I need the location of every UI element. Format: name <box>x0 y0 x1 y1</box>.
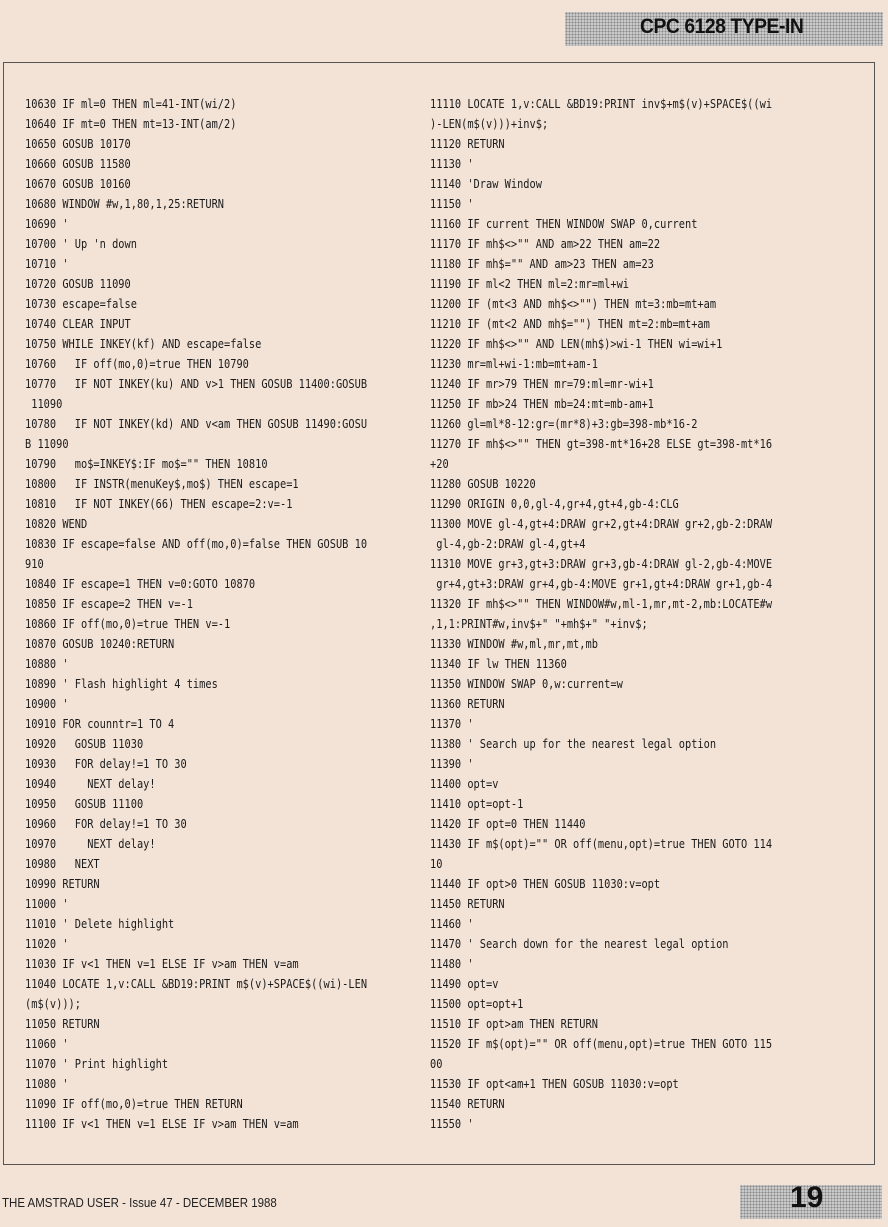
code-line: 10860 IF off(mo,0)=true THEN v=-1 <box>25 617 231 631</box>
code-line: 10680 WINDOW #w,1,80,1,25:RETURN <box>25 197 225 211</box>
code-line: 10750 WHILE INKEY(kf) AND escape=false <box>25 337 262 351</box>
code-line: 910 <box>25 557 44 571</box>
code-line: 11360 RETURN <box>430 697 505 711</box>
code-line: (m$(v))); <box>25 997 81 1011</box>
code-line: 11490 opt=v <box>430 977 499 991</box>
code-line: 10740 CLEAR INPUT <box>25 317 131 331</box>
code-line: 11380 ' Search up for the nearest legal option <box>430 737 717 751</box>
code-line: 11010 ' Delete highlight <box>25 917 175 931</box>
code-line: ,1,1:PRINT#w,inv$+" "+mh$+" "+inv$; <box>430 617 648 631</box>
code-line: 11430 IF m$(opt)="" OR off(menu,opt)=true THEN GOTO 114 <box>430 837 773 851</box>
code-line: 10720 GOSUB 11090 <box>25 277 131 291</box>
code-line: 10630 IF ml=0 THEN ml=41-INT(wi/2) <box>25 97 237 111</box>
code-line: 11220 IF mh$<>"" AND LEN(mh$)>wi-1 THEN wi=wi+1 <box>430 337 723 351</box>
code-line: 11060 ' <box>25 1037 69 1051</box>
code-line: 10690 ' <box>25 217 69 231</box>
code-line: B 11090 <box>25 437 69 451</box>
code-line: 10670 GOSUB 10160 <box>25 177 131 191</box>
code-line: 10760 IF off(mo,0)=true THEN 10790 <box>25 357 249 371</box>
code-line: 11080 ' <box>25 1077 69 1091</box>
code-line: 11320 IF mh$<>"" THEN WINDOW#w,ml-1,mr,mt-2,mb:LOCATE#w <box>430 597 773 611</box>
code-column-right <box>430 94 772 1134</box>
code-line: 11420 IF opt=0 THEN 11440 <box>430 817 586 831</box>
page-title: CPC 6128 TYPE-IN <box>640 15 804 38</box>
code-line: 11150 ' <box>430 197 474 211</box>
code-line: 11200 IF (mt<3 AND mh$<>"") THEN mt=3:mb=mt+am <box>430 297 717 311</box>
code-line: 11110 LOCATE 1,v:CALL &BD19:PRINT inv$+m$(v)+SPACE$((wi <box>430 97 773 111</box>
code-line: gr+4,gt+3:DRAW gr+4,gb-4:MOVE gr+1,gt+4:DRAW gr+1,gb-4 <box>430 577 773 591</box>
code-line: 11540 RETURN <box>430 1097 505 1111</box>
code-line: )-LEN(m$(v)))+inv$; <box>430 117 549 131</box>
code-line: 10700 ' Up 'n down <box>25 237 137 251</box>
code-line: 10780 IF NOT INKEY(kd) AND v<am THEN GOSUB 11490:GOSU <box>25 417 368 431</box>
code-line: 11130 ' <box>430 157 474 171</box>
code-line: 10880 ' <box>25 657 69 671</box>
code-line: 11370 ' <box>430 717 474 731</box>
code-line: 10840 IF escape=1 THEN v=0:GOTO 10870 <box>25 577 256 591</box>
code-line: 11480 ' <box>430 957 474 971</box>
code-line: 10850 IF escape=2 THEN v=-1 <box>25 597 193 611</box>
code-line: 10960 FOR delay!=1 TO 30 <box>25 817 187 831</box>
code-line: 10 <box>430 857 443 871</box>
code-line: 10970 NEXT delay! <box>25 837 156 851</box>
code-line: 11020 ' <box>25 937 69 951</box>
code-line: 10710 ' <box>25 257 69 271</box>
code-line: 10910 FOR counntr=1 TO 4 <box>25 717 175 731</box>
code-line: 11390 ' <box>430 757 474 771</box>
code-line: 10810 IF NOT INKEY(66) THEN escape=2:v=-1 <box>25 497 293 511</box>
code-line: 11520 IF m$(opt)="" OR off(menu,opt)=true THEN GOTO 115 <box>430 1037 773 1051</box>
code-line: 11510 IF opt>am THEN RETURN <box>430 1017 598 1031</box>
code-line: 10730 escape=false <box>25 297 137 311</box>
code-line: 11230 mr=ml+wi-1:mb=mt+am-1 <box>430 357 598 371</box>
code-line: 11070 ' Print highlight <box>25 1057 169 1071</box>
code-line: 10890 ' Flash highlight 4 times <box>25 677 218 691</box>
code-line: 10900 ' <box>25 697 69 711</box>
code-line: 11400 opt=v <box>430 777 499 791</box>
code-line: 11300 MOVE gl-4,gt+4:DRAW gr+2,gt+4:DRAW gr+2,gb-2:DRAW <box>430 517 773 531</box>
code-line: 11040 LOCATE 1,v:CALL &BD19:PRINT m$(v)+SPACE$((wi)-LEN <box>25 977 368 991</box>
code-line: 11460 ' <box>430 917 474 931</box>
code-line: 11120 RETURN <box>430 137 505 151</box>
code-line: 11170 IF mh$<>"" AND am>22 THEN am=22 <box>430 237 661 251</box>
code-line: 11100 IF v<1 THEN v=1 ELSE IF v>am THEN v=am <box>25 1117 299 1131</box>
code-line: 11550 ' <box>430 1117 474 1131</box>
code-line: 11340 IF lw THEN 11360 <box>430 657 567 671</box>
code-line: 11500 opt=opt+1 <box>430 997 524 1011</box>
code-line: gl-4,gb-2:DRAW gl-4,gt+4 <box>430 537 586 551</box>
code-line: 10770 IF NOT INKEY(ku) AND v>1 THEN GOSUB 11400:GOSUB <box>25 377 368 391</box>
code-line: 11250 IF mb>24 THEN mb=24:mt=mb-am+1 <box>430 397 654 411</box>
code-line: 11470 ' Search down for the nearest legal option <box>430 937 729 951</box>
code-column-left <box>25 94 367 1134</box>
code-line: +20 <box>430 457 449 471</box>
code-line: 10800 IF INSTR(menuKey$,mo$) THEN escape=1 <box>25 477 299 491</box>
code-line: 11180 IF mh$="" AND am>23 THEN am=23 <box>430 257 654 271</box>
code-line: 11290 ORIGIN 0,0,gl-4,gr+4,gt+4,gb-4:CLG <box>430 497 679 511</box>
code-line: 10930 FOR delay!=1 TO 30 <box>25 757 187 771</box>
code-line: 11050 RETURN <box>25 1017 100 1031</box>
code-line: 11160 IF current THEN WINDOW SWAP 0,current <box>430 217 698 231</box>
code-line: 11530 IF opt<am+1 THEN GOSUB 11030:v=opt <box>430 1077 679 1091</box>
code-line: 11240 IF mr>79 THEN mr=79:ml=mr-wi+1 <box>430 377 654 391</box>
code-line: 11210 IF (mt<2 AND mh$="") THEN mt=2:mb=mt+am <box>430 317 710 331</box>
code-line: 11450 RETURN <box>430 897 505 911</box>
code-line: 10830 IF escape=false AND off(mo,0)=false THEN GOSUB 10 <box>25 537 368 551</box>
code-line: 10980 NEXT <box>25 857 100 871</box>
code-line: 10650 GOSUB 10170 <box>25 137 131 151</box>
code-line: 11350 WINDOW SWAP 0,w:current=w <box>430 677 623 691</box>
code-line: 10990 RETURN <box>25 877 100 891</box>
code-line: 11190 IF ml<2 THEN ml=2:mr=ml+wi <box>430 277 630 291</box>
code-line: 10790 mo$=INKEY$:IF mo$="" THEN 10810 <box>25 457 268 471</box>
code-line: 10870 GOSUB 10240:RETURN <box>25 637 175 651</box>
code-line: 10640 IF mt=0 THEN mt=13-INT(am/2) <box>25 117 237 131</box>
code-line: 11090 <box>25 397 63 411</box>
code-line: 00 <box>430 1057 443 1071</box>
code-line: 10940 NEXT delay! <box>25 777 156 791</box>
code-line: 11140 'Draw Window <box>430 177 542 191</box>
code-line: 11410 opt=opt-1 <box>430 797 524 811</box>
code-line: 10920 GOSUB 11030 <box>25 737 144 751</box>
page-number: 19 <box>790 1181 824 1214</box>
code-line: 11310 MOVE gr+3,gt+3:DRAW gr+3,gb-4:DRAW gl-2,gb-4:MOVE <box>430 557 773 571</box>
code-line: 11330 WINDOW #w,ml,mr,mt,mb <box>430 637 598 651</box>
code-line: 11280 GOSUB 10220 <box>430 477 536 491</box>
code-line: 10820 WEND <box>25 517 88 531</box>
code-line: 11440 IF opt>0 THEN GOSUB 11030:v=opt <box>430 877 661 891</box>
code-line: 11090 IF off(mo,0)=true THEN RETURN <box>25 1097 243 1111</box>
code-line: 11260 gl=ml*8-12:gr=(mr*8)+3:gb=398-mb*16-2 <box>430 417 698 431</box>
code-line: 11030 IF v<1 THEN v=1 ELSE IF v>am THEN v=am <box>25 957 299 971</box>
code-line: 10660 GOSUB 11580 <box>25 157 131 171</box>
code-line: 10950 GOSUB 11100 <box>25 797 144 811</box>
code-line: 11270 IF mh$<>"" THEN gt=398-mt*16+28 ELSE gt=398-mt*16 <box>430 437 773 451</box>
footer-publication: THE AMSTRAD USER - Issue 47 - DECEMBER 1988 <box>2 1196 277 1210</box>
code-line: 11000 ' <box>25 897 69 911</box>
